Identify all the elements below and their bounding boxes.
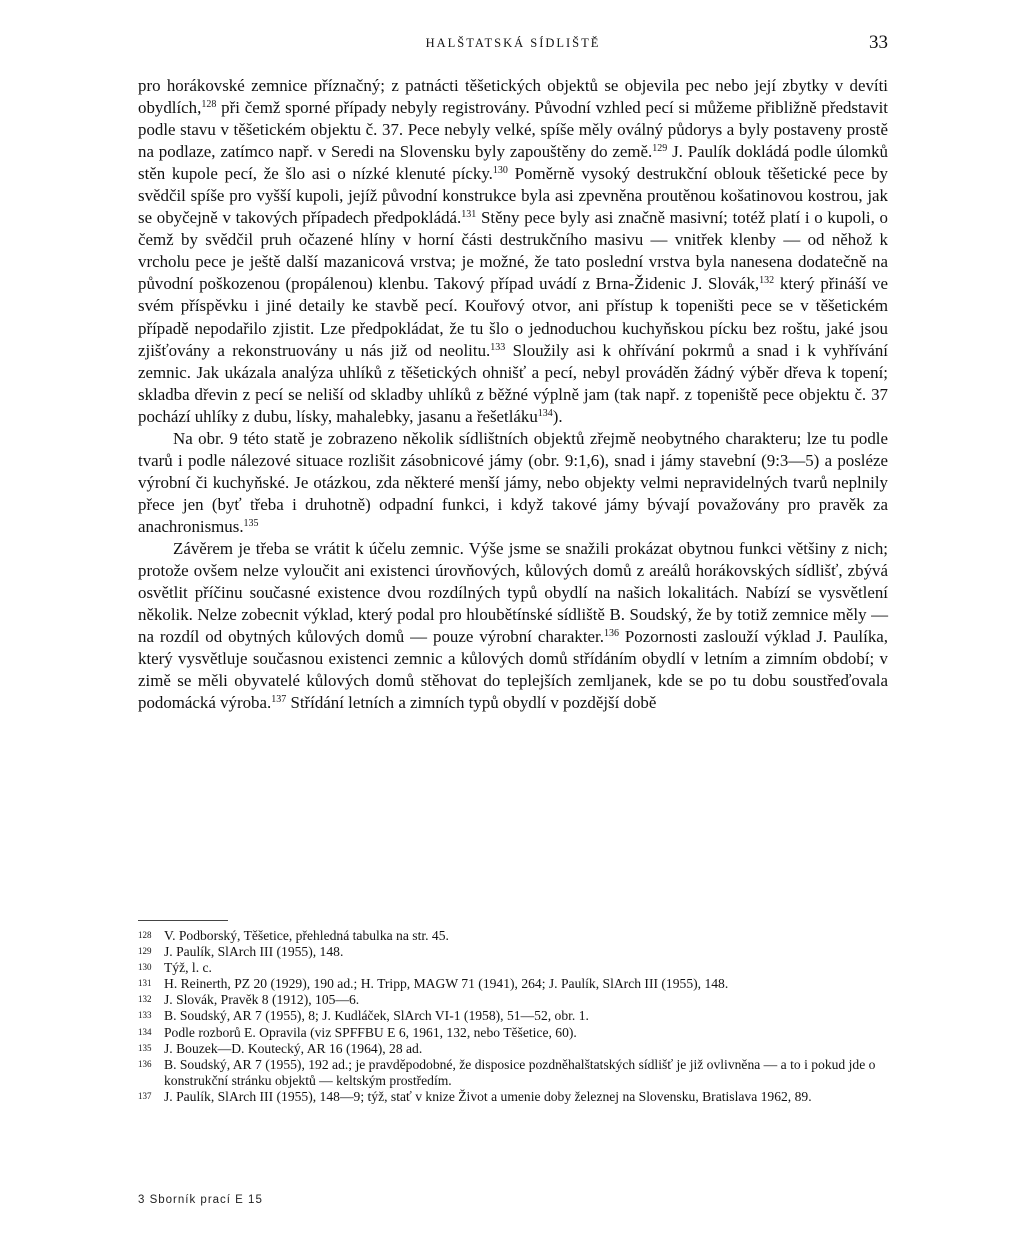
text-run: Stěny pece byly asi značně masivní; totéž platí i o kupoli, o čemž by svědčil pruh očazené hlíny v horní části destrukčního masivu — vnitřek klenby — od něhož k vrcholu pece je ještě další mazanicová vrstva; je možné, že tato poslední vrstva byla nanesena dodatečně na původní poškozenou (propálenou) klenbu. Takový případ uvádí z Brna-Židenic J. Slovák, [138,208,888,294]
footnote-reference: 137 [271,694,287,706]
footnote-number: 128 [138,930,152,940]
footnote [138,1089,888,1105]
footnote-number: 130 [138,962,152,973]
running-title: HALŠTATSKÁ SÍDLIŠTĚ [425,36,601,50]
text-run: ). [552,406,563,426]
footnote-text: Podle rozborů E. Opravila (viz SPFFBU E 6, 1961, 132, nebo Těšetice, 60). [164,1024,577,1040]
text-run: Závěrem je třeba se vrátit k účelu zemnic. Výše jsme se snažili prokázat obytnou funkci většiny z nich; protože ovšem nelze vyloučit ani existenci úrovňových, kůlových domů z areálů horákovských sídlišť, zbývá osvětlit příčinu současné existence dvou rozdílných typů obydlí na našich lokalitách. Nabízí se vysvětlení několik. Nelze zobecnit výklad, který podal pro hloubětínské sídliště B. Soudský, že by totiž zemnice měly — na rozdíl od obytných kůlových domů — pouze výrobní charakter. [138,538,888,647]
footnote-reference: 135 [243,517,259,529]
footnote-number: 134 [138,1026,152,1037]
footnote-text: B. Soudský, AR 7 (1955), 8; J. Kudláček, SlArch VI-1 (1958), 51—52, obr. 1. [164,1008,589,1024]
running-header [138,32,888,60]
footnote-number: 131 [138,978,152,989]
footnote-number: 135 [138,1042,152,1053]
footnote-text: J. Bouzek—D. Koutecký, AR 16 (1964), 28 ad. [164,1040,423,1056]
body-paragraph [138,538,888,714]
footnote-text: B. Soudský, AR 7 (1955), 192 ad.; je pravděpodobné, že disposice pozdněhalštatských sídlišť je již ovlivněna — a to i pokud jde o konstrukční stránku objektů — keltským prostředím. [164,1056,876,1088]
footnote-text: H. Reinerth, PZ 20 (1929), 190 ad.; H. Tripp, MAGW 71 (1941), 264; J. Paulík, SlArch III (1955), 148. [164,976,729,992]
footnote-number: 133 [138,1010,152,1021]
footnote-reference: 131 [461,209,477,221]
footnote-number: 129 [138,946,152,957]
footnote-reference: 136 [603,628,619,640]
footnote [138,928,888,944]
signature-mark: 3 Sborník prací E 15 [138,1194,263,1206]
footnote-reference: 132 [759,275,775,287]
footnotes-section [138,928,888,1105]
footnote-text: Týž, l. c. [164,960,212,976]
text-run: Poměrně vysoký destrukční oblouk těšetické pece by svědčil spíše pro vyšší kupoli, jejíž původní konstrukce byla asi zpevněna proutěnou košatinovou kostrou, jak se obyčejně v takových případech předpokládá. [138,164,888,228]
footnote-number: 132 [138,994,152,1005]
text-run: Pozornosti zaslouží výklad J. Paulíka, který vysvětluje současnou existenci zemnic a kůlových domů střídáním obydlí v letním a zimním období; v zimě se měli obyvatelé kůlových domů stěhovat do teplejších zemljanek, kde se po tu dobu soustřeďovala podomácká výroba. [138,627,888,713]
footnote-text: J. Paulík, SlArch III (1955), 148—9; týž, stať v knize Život a umenie doby železnej na Slovensku, Bratislava 1962, 89. [164,1088,812,1104]
text-run: Střídání letních a zimních typů obydlí v pozdější době [286,693,657,713]
footnote-text: J. Slovák, Pravěk 8 (1912), 105—6. [164,992,360,1008]
footnote [138,944,888,960]
footnote [138,1025,888,1041]
footnote [138,1008,888,1024]
body-paragraph [138,428,888,538]
footnote-number: 136 [138,1058,152,1069]
footnote [138,1057,888,1089]
footnote [138,992,888,1008]
text-run: Sloužily asi k ohřívání pokrmů a snad i k vyhřívání zemnic. Jak ukázala analýza uhlíků z těšetických ohnišť a pecí, nebyl prováděn žádný výběr dřeva k topení; skladba dřevin z pecí se neliší od skladby uhlíků z běžné výplně jam (tak např. z topeniště pece objektu č. 37 pochází uhlíky z dubu, lísky, mahalebky, jasanu a řešetláku [138,340,888,426]
footnote-reference: 134 [537,407,553,419]
footnote-reference: 128 [201,99,217,111]
footnote-number: 137 [138,1090,152,1101]
footnote [138,1041,888,1057]
footnote-text: J. Paulík, SlArch III (1955), 148. [164,944,344,960]
footnote-reference: 129 [652,143,668,155]
page-number: 33 [869,32,888,53]
text-run: J. Paulík dokládá podle úlomků stěn kupole pecí, že šlo asi o nízké klenuté pícky. [138,142,888,184]
text-run: který přináší ve svém příspěvku i jiné detaily ke stavbě pecí. Kouřový otvor, ani přístup k topeništi pece se v těšetickém případě nepodařilo zjistit. Lze předpokládat, že tu šlo o jednoduchou kuchyňskou pícku bez roštu, jaké jsou zjišťovány a rekonstruovány u nás již od neolitu. [138,274,888,360]
footnote [138,960,888,976]
footnote-divider [138,920,228,921]
footnote-text: V. Podborský, Těšetice, přehledná tabulka na str. 45. [164,928,449,943]
text-run: Na obr. 9 této statě je zobrazeno několik sídlištních objektů zřejmě neobytného charakteru; lze tu podle tvarů i podle nálezové situace rozlišit zásobnicové jámy (obr. 9:1,6), snad i jámy stavební (9:3—5) a posléze výrobní či kuchyňské. Je otázkou, zda některé menší jámy, nebo objekty velmi nepravidelných tvarů neplnily přece jen (byť třeba i druhotně) odpadní funkci, i když takové jámy bývají považovány pro pravěk za anachronismus. [138,428,888,536]
footnote-reference: 130 [492,165,508,177]
body-text [138,75,888,714]
text-run: při čemž sporné případy nebyly registrovány. Původní vzhled pecí si můžeme přibližně představit podle stavu v těšetickém objektu č. 37. Pece nebyly velké, spíše měly oválný půdorys a byly postaveny prostě na podlaze, zatímco např. v Seredi na Slovensku byly zapouštěny do země. [138,98,888,162]
body-paragraph [138,75,888,428]
footnote-reference: 133 [490,341,506,353]
footnote [138,976,888,992]
text-run: pro horákovské zemnice příznačný; z patnácti těšetických objektů se objevila pec nebo její zbytky v devíti obydlích, [138,76,888,118]
